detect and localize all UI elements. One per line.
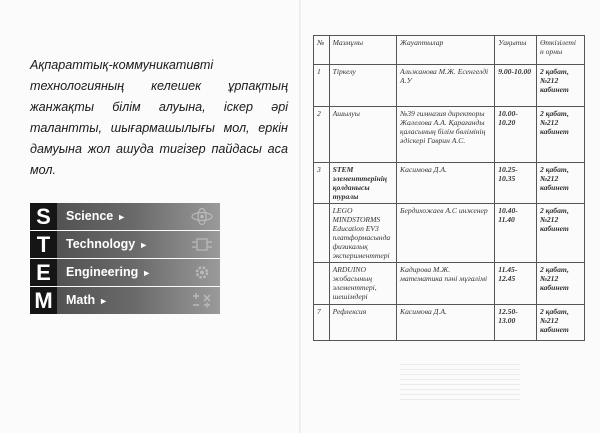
cell-number: 7	[314, 305, 330, 341]
cell-number: 1	[314, 65, 330, 107]
arrow-right-icon: ►	[142, 268, 152, 278]
cell-number: 2	[314, 107, 330, 163]
cell-content: Рефлексия	[329, 305, 396, 341]
cell-responsible: №39 гимназия директоры Жалелова А.А. Қарағанды қаласының білім бөлімінің әдіскері Гаврин А.С.	[397, 107, 495, 163]
header-time: Уақыты	[495, 36, 537, 65]
header-place: Өткізілеті н орны	[536, 36, 584, 65]
cell-place: 2 қабат, №212 кабинет	[536, 305, 584, 341]
atom-icon	[190, 207, 214, 226]
cell-time: 9.00-10.00	[495, 65, 537, 107]
stem-row-math	[30, 287, 220, 314]
scan-texture	[400, 360, 520, 400]
cell-content: Тіркелу	[329, 65, 396, 107]
cell-time: 10.40-11.40	[495, 204, 537, 263]
table-row	[314, 305, 585, 341]
stem-row-engineering	[30, 259, 220, 286]
stem-word	[66, 203, 126, 230]
math-symbols-icon	[190, 291, 214, 310]
stem-word-label: Engineering	[66, 265, 139, 279]
circuit-icon	[190, 235, 214, 254]
stem-word	[66, 287, 108, 314]
gear-icon	[190, 263, 214, 282]
arrow-right-icon: ►	[117, 212, 127, 222]
header-responsible: Жауаптылар	[397, 36, 495, 65]
cell-number: 3	[314, 163, 330, 204]
header-number: №	[314, 36, 330, 65]
table-row	[314, 263, 585, 305]
cell-content: ARDUINO жобасының элементтері, шешімдері	[329, 263, 396, 305]
cell-responsible: Касимова Д.А.	[397, 305, 495, 341]
stem-banner	[30, 203, 220, 315]
cell-content: STEM элементтерінің қолданысы туралы	[329, 163, 396, 204]
stem-word-label: Math	[66, 293, 96, 307]
schedule-table	[313, 35, 585, 341]
table-header-row	[314, 36, 585, 65]
stem-row-technology	[30, 231, 220, 258]
stem-letter: S	[30, 203, 57, 230]
cell-place: 2 қабат, №212 кабинет	[536, 163, 584, 204]
cell-place: 2 қабат, №212 кабинет	[536, 65, 584, 107]
stem-letter: E	[30, 259, 57, 286]
stem-row-science	[30, 203, 220, 230]
cell-content: LEGO MINDSTORMS Education EV3 платформасында физикалық эксперименттері	[329, 204, 396, 263]
stem-word-label: Science	[66, 209, 114, 223]
cell-responsible: Альжанова М.Ж. Есенгелді А.У	[397, 65, 495, 107]
cell-number	[314, 204, 330, 263]
table-row	[314, 163, 585, 204]
stem-letter: T	[30, 231, 57, 258]
stem-word-label: Technology	[66, 237, 136, 251]
cell-time: 11.45-12.45	[495, 263, 537, 305]
cell-responsible: Бердихожаев А.С инженер	[397, 204, 495, 263]
cell-responsible: Кадирова М.Ж. математика пәні мұғалімі	[397, 263, 495, 305]
stem-letter: M	[30, 287, 57, 314]
table-row	[314, 65, 585, 107]
cell-time: 10.25-10.35	[495, 163, 537, 204]
table-row	[314, 107, 585, 163]
arrow-right-icon: ►	[139, 240, 149, 250]
table-row	[314, 204, 585, 263]
arrow-right-icon: ►	[99, 296, 109, 306]
stem-word	[66, 259, 151, 286]
cell-place: 2 қабат, №212 кабинет	[536, 107, 584, 163]
left-panel	[0, 0, 299, 433]
cell-content: Ашылуы	[329, 107, 396, 163]
cell-place: 2 қабат, №212 кабинет	[536, 263, 584, 305]
intro-paragraph: Ақпараттық-коммуникативті технологияның келешек ұрпақтың жанжақты білім алуына, іскер әрі талантты, шығармашылығы мол, еркін дамуына жол ашуда тигізер пайдасы аса мол.	[30, 57, 288, 177]
cell-number	[314, 263, 330, 305]
cell-time: 10.00-10.20	[495, 107, 537, 163]
stem-word	[66, 231, 148, 258]
cell-time: 12.50-13.00	[495, 305, 537, 341]
header-content: Мазмұны	[329, 36, 396, 65]
cell-responsible: Касимова Д.А.	[397, 163, 495, 204]
cell-place: 2 қабат, №212 кабинет	[536, 204, 584, 263]
